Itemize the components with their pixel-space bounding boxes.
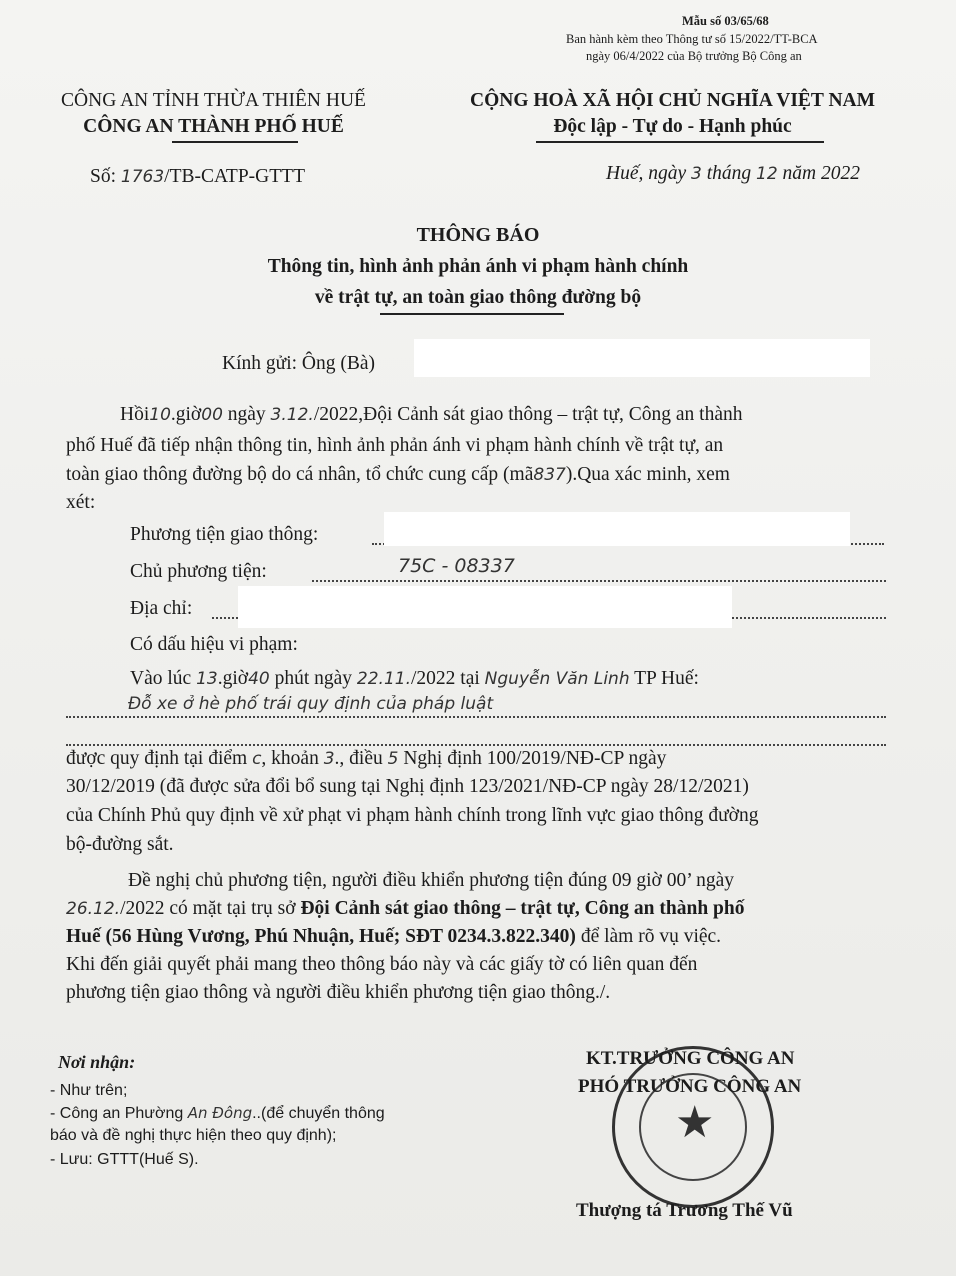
request-line2: 26.12./2022 có mặt tại trụ sở Đội Cảnh sát giao thông – trật tự, Công an thành phố bbox=[66, 898, 745, 919]
nation-name: CỘNG HOÀ XÃ HỘI CHỦ NGHĨA VIỆT NAM bbox=[469, 90, 876, 111]
form-issuance-date: ngày 06/4/2022 của Bộ trưởng Bộ Công an bbox=[586, 49, 802, 63]
request-line5: phương tiện giao thông và người điều khiển phương tiện giao thông./. bbox=[66, 982, 611, 1003]
address-label: Địa chỉ: bbox=[130, 598, 193, 619]
document-number-handwritten: 1763 bbox=[120, 167, 165, 187]
agency-province: CÔNG AN TỈNH THỪA THIÊN HUẾ bbox=[61, 90, 366, 111]
place-date: Huế, ngày 3 tháng 12 năm 2022 bbox=[606, 163, 861, 184]
regulation-line2: 30/12/2019 (đã được sửa đổi bổ sung tại Nghị định 123/2021/NĐ-CP ngày 28/12/2021) bbox=[66, 776, 749, 797]
recipient-label: Kính gửi: Ông (Bà) bbox=[222, 353, 376, 374]
title-underline bbox=[380, 313, 564, 315]
paragraph-received-line2: phố Huế đã tiếp nhận thông tin, hình ảnh phản ánh vi phạm hành chính về trật tự, an bbox=[66, 435, 724, 456]
recipients-heading: Nơi nhận: bbox=[58, 1052, 136, 1072]
violation-time-line: Vào lúc 13.giờ40 phút ngày 22.11./2022 tại Nguyễn Văn Linh TP Huế: bbox=[130, 668, 699, 689]
regulation-line4: bộ-đường sắt. bbox=[66, 834, 174, 855]
signature-title-1: KT.TRƯỞNG CÔNG AN bbox=[586, 1048, 795, 1069]
signatory-name: Thượng tá Trương Thế Vũ bbox=[576, 1200, 793, 1221]
document-title: THÔNG BÁO bbox=[416, 224, 540, 246]
owner-dotted-line bbox=[312, 580, 886, 582]
form-issuance-line: Ban hành kèm theo Thông tư số 15/2022/TT-BCA bbox=[566, 32, 818, 46]
violation-desc-dotted-line bbox=[66, 716, 886, 718]
nation-motto: Độc lập - Tự do - Hạnh phúc bbox=[553, 116, 792, 137]
recipient-item-3: - Lưu: GTTT(Huế S). bbox=[50, 1151, 199, 1168]
recipient-item-2-cont: báo và đề nghị thực hiện theo quy định); bbox=[50, 1127, 337, 1144]
vehicle-label: Phương tiện giao thông: bbox=[130, 524, 319, 545]
owner-value: 75C - 08337 bbox=[398, 555, 515, 577]
motto-underline bbox=[536, 141, 824, 143]
form-number: Mẫu số 03/65/68 bbox=[682, 14, 769, 28]
star-icon: ★ bbox=[675, 1098, 715, 1147]
violation-description: Đỗ xe ở hè phố trái quy định của pháp luật bbox=[128, 694, 494, 714]
paragraph-received-line4: xét: bbox=[66, 492, 96, 513]
redacted-vehicle bbox=[384, 512, 850, 546]
violation-extra-dotted-line bbox=[66, 744, 886, 746]
regulation-line3: của Chính Phủ quy định về xử phạt vi phạm hành chính trong lĩnh vực giao thông đường bbox=[66, 805, 759, 826]
paragraph-received-line3: toàn giao thông đường bộ do cá nhân, tổ chức cung cấp (mã837).Qua xác minh, xem bbox=[66, 464, 730, 485]
owner-label: Chủ phương tiện: bbox=[130, 561, 267, 582]
redacted-recipient-name bbox=[414, 339, 870, 377]
regulation-line1: được quy định tại điểm c, khoản 3., điều 5 Nghị định 100/2019/NĐ-CP ngày bbox=[66, 748, 667, 769]
document-subtitle-2: về trật tự, an toàn giao thông đường bộ bbox=[314, 287, 642, 308]
document-subtitle-1: Thông tin, hình ảnh phản ánh vi phạm hành chính bbox=[267, 256, 689, 277]
signature-title-2: PHÓ TRƯỞNG CÔNG AN bbox=[578, 1076, 802, 1097]
official-seal bbox=[612, 1046, 774, 1208]
date-day: 3 bbox=[691, 164, 702, 184]
request-line3: Huế (56 Hùng Vương, Phú Nhuận, Huế; SĐT 0234.3.822.340) để làm rõ vụ việc. bbox=[66, 926, 722, 947]
agency-city: CÔNG AN THÀNH PHỐ HUẾ bbox=[83, 116, 344, 137]
redacted-address bbox=[238, 586, 732, 628]
recipient-item-1: - Như trên; bbox=[50, 1082, 128, 1099]
request-line1: Đề nghị chủ phương tiện, người điều khiển phương tiện đúng 09 giờ 00’ ngày bbox=[128, 870, 735, 891]
date-month: 12 bbox=[756, 164, 778, 184]
request-line4: Khi đến giải quyết phải mang theo thông báo này và các giấy tờ có liên quan đến bbox=[66, 954, 698, 975]
violation-label: Có dấu hiệu vi phạm: bbox=[130, 634, 298, 655]
agency-underline bbox=[172, 141, 298, 143]
recipient-item-2: - Công an Phường An Đông..(để chuyển thông bbox=[50, 1104, 385, 1122]
paragraph-received-line1: Hồi10.giờ00 ngày 3.12./2022,Đội Cảnh sát giao thông – trật tự, Công an thành bbox=[120, 404, 743, 425]
document-number: Số: 1763/TB-CATP-GTTT bbox=[90, 166, 305, 187]
